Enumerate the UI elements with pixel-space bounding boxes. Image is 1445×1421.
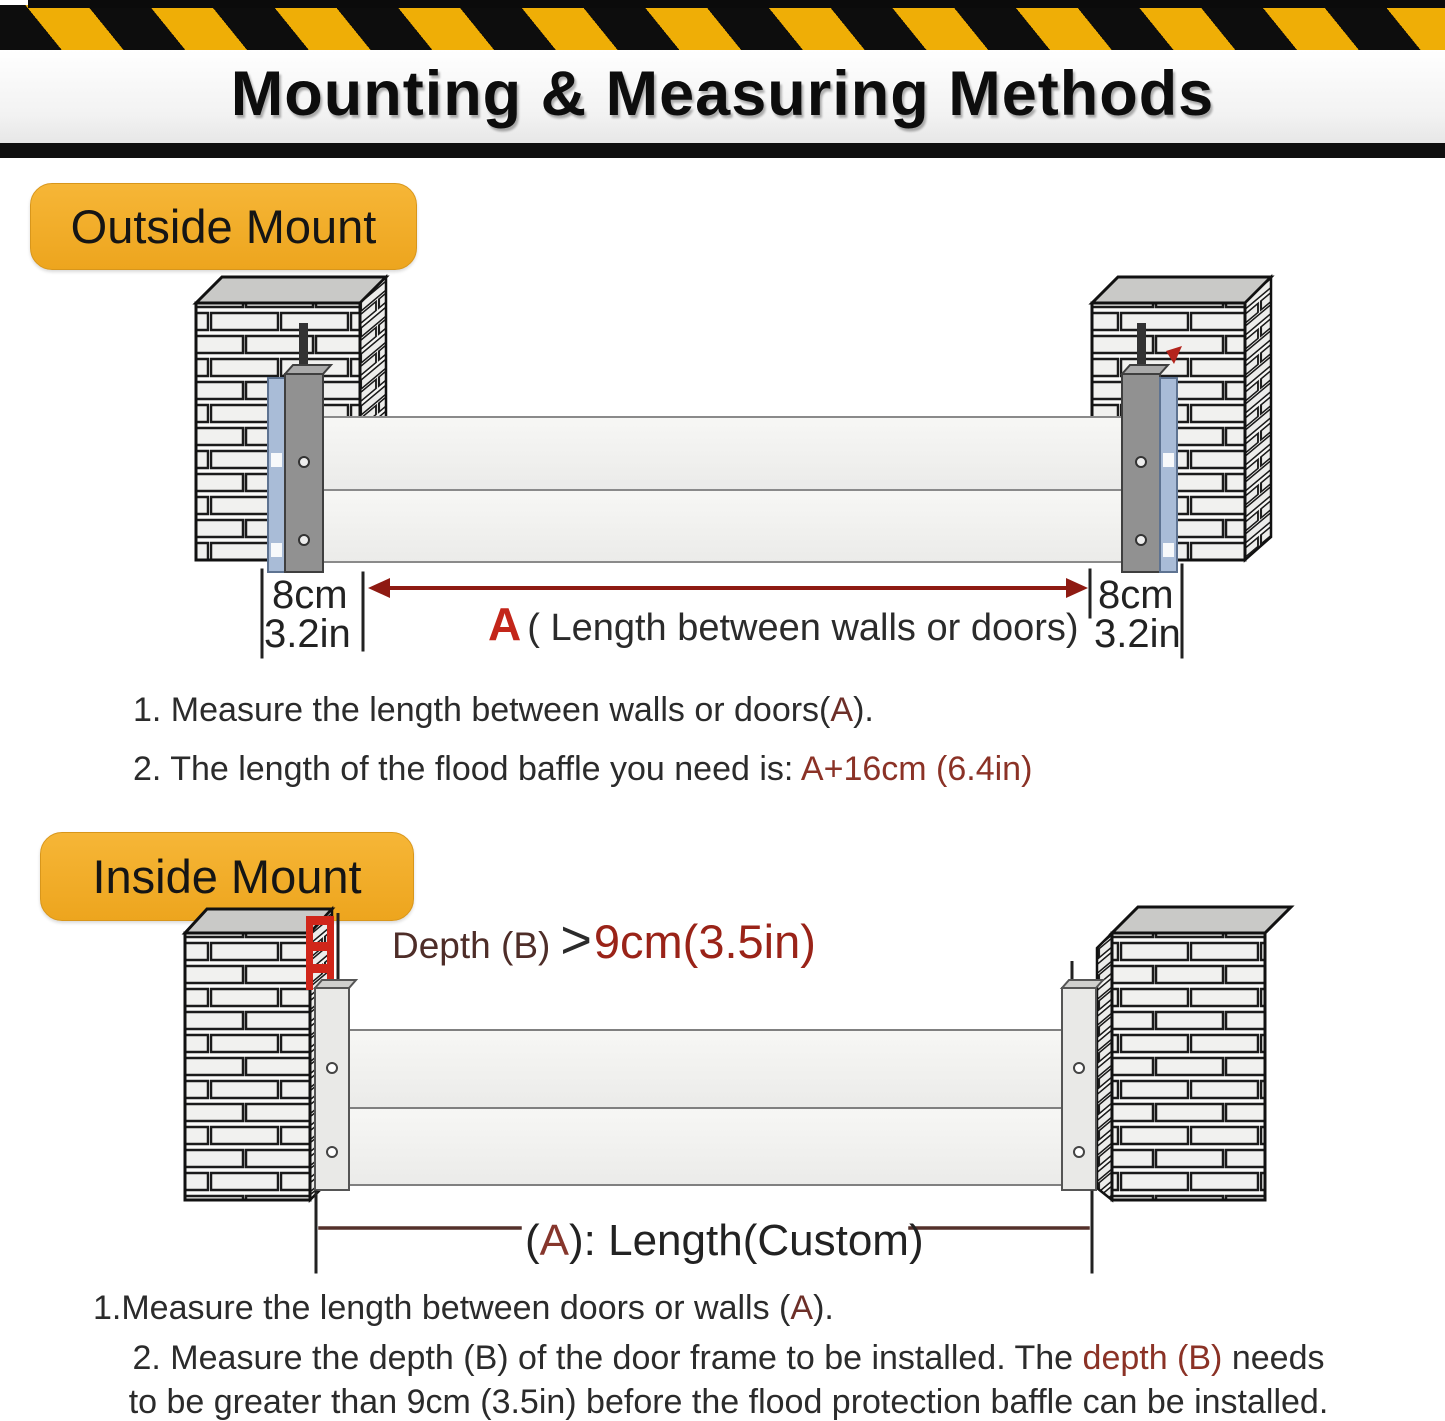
left-measure-cm: 8cm [272,573,348,617]
depth-label: Depth (B) >9cm(3.5in) [392,910,816,970]
hazard-top-bar [28,0,1445,8]
screw-hole-icon [299,535,309,545]
screw-hole-icon [1074,1147,1084,1157]
left-mount-channel [315,980,356,1190]
flood-barrier-panels [349,1030,1062,1185]
right-measure-cm: 8cm [1098,573,1174,617]
screw-hole-icon [1136,535,1146,545]
seal-strip [1160,378,1177,572]
inside-mount-diagram [0,895,1445,1290]
right-measure-inch: 3.2in [1094,612,1181,656]
right-brick-pillar [1097,907,1291,1200]
span-label: A ( Length between walls or doors) [488,598,1079,650]
outside-mount-steps [133,688,1032,806]
page-title: Mounting & Measuring Methods [230,59,1215,129]
header-divider [0,143,1445,158]
inside-step-1: 1.Measure the length between doors or walls (A). [93,1289,834,1327]
flood-barrier-panels [322,417,1130,562]
outside-step-1: 1. Measure the length between walls or doors(A). [133,691,874,729]
hazard-stripe-banner [0,5,1445,50]
inside-mount-badge-label: Inside Mount [92,850,362,903]
screw-hole-icon [299,457,309,467]
arrow-head-right-icon [1066,578,1088,598]
screw-hole-icon [327,1147,337,1157]
outside-mount-badge-label: Outside Mount [70,200,377,253]
outside-mount-diagram [0,265,1445,665]
outside-step-2: 2. The length of the flood baffle you need is: A+16cm (6.4in) [133,750,1033,789]
inside-step-2: 2. Measure the depth (B) of the door frame to be installed. The depth (B) needs to be greater than 9cm (3.5in) before the flood protection baffle can be installed. [128,1339,1329,1421]
right-mount-channel [1062,961,1103,1190]
seal-strip [268,378,285,572]
screw-hole-icon [1136,457,1146,467]
screw-hole-icon [1074,1063,1084,1073]
arrow-head-left-icon [368,578,390,598]
outside-mount-badge [30,183,417,270]
left-measure-inch: 3.2in [264,612,351,656]
length-label: (A): Length(Custom) [525,1216,924,1265]
screw-hole-icon [327,1063,337,1073]
